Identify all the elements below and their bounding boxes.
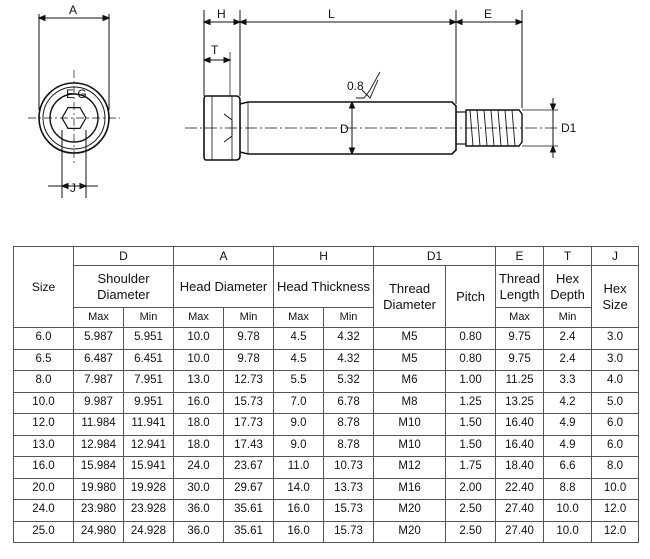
- header-J: J: [592, 247, 639, 266]
- table-cell: 18.40: [496, 457, 544, 479]
- table-cell: 11.984: [74, 414, 124, 436]
- header-max: Max: [274, 308, 324, 328]
- table-cell: 1.50: [446, 414, 496, 436]
- table-cell: 1.25: [446, 392, 496, 414]
- table-cell: 8.0: [592, 457, 639, 479]
- table-cell: 13.73: [324, 478, 374, 500]
- table-cell: 27.40: [496, 500, 544, 522]
- header-max: Max: [496, 308, 544, 328]
- table-cell: 35.61: [224, 521, 274, 543]
- table-cell: 13.0: [174, 371, 224, 393]
- table-cell: 6.0: [14, 328, 74, 350]
- table-cell: 8.78: [324, 414, 374, 436]
- table-cell: 16.0: [174, 392, 224, 414]
- table-cell: 9.78: [224, 328, 274, 350]
- table-row: [14, 500, 639, 522]
- table-cell: M20: [374, 500, 446, 522]
- table-cell: M10: [374, 435, 446, 457]
- table-cell: 9.75: [496, 328, 544, 350]
- header-min: Min: [544, 308, 592, 328]
- table-cell: 0.80: [446, 328, 496, 350]
- table-cell: 7.0: [274, 392, 324, 414]
- table-cell: 5.987: [74, 328, 124, 350]
- table-cell: 4.0: [592, 371, 639, 393]
- label-D1: D1: [561, 121, 577, 135]
- table-cell: 3.0: [592, 328, 639, 350]
- table-cell: 23.980: [74, 500, 124, 522]
- table-cell: 8.78: [324, 435, 374, 457]
- table-cell: 22.40: [496, 478, 544, 500]
- table-cell: 4.32: [324, 328, 374, 350]
- table-cell: 35.61: [224, 500, 274, 522]
- table-cell: 5.32: [324, 371, 374, 393]
- table-cell: 3.0: [592, 349, 639, 371]
- table-cell: 9.951: [124, 392, 174, 414]
- table-cell: 9.0: [274, 435, 324, 457]
- table-cell: 15.73: [324, 500, 374, 522]
- table-cell: 12.0: [592, 521, 639, 543]
- header-D: D: [74, 247, 174, 266]
- table-cell: 10.0: [14, 392, 74, 414]
- table-cell: 12.0: [14, 414, 74, 436]
- table-cell: 15.941: [124, 457, 174, 479]
- table-row: [14, 328, 639, 350]
- table-cell: 12.984: [74, 435, 124, 457]
- table-cell: M20: [374, 521, 446, 543]
- table-cell: 6.0: [592, 414, 639, 436]
- table-cell: 6.487: [74, 349, 124, 371]
- table-cell: 11.0: [274, 457, 324, 479]
- table-row: [14, 435, 639, 457]
- table-cell: M10: [374, 414, 446, 436]
- table-cell: 10.0: [174, 328, 224, 350]
- table-cell: 24.0: [174, 457, 224, 479]
- table-cell: 17.43: [224, 435, 274, 457]
- table-cell: 3.3: [544, 371, 592, 393]
- table-cell: 27.40: [496, 521, 544, 543]
- label-E-G: E G: [66, 87, 87, 101]
- table-cell: 25.0: [14, 521, 74, 543]
- table-cell: M5: [374, 349, 446, 371]
- table-cell: 20.0: [14, 478, 74, 500]
- table-cell: 4.2: [544, 392, 592, 414]
- label-L: L: [328, 7, 335, 21]
- table-cell: M6: [374, 371, 446, 393]
- table-row: [14, 478, 639, 500]
- header-shoulder-diameter: Shoulder Diameter: [74, 266, 174, 308]
- table-cell: 2.4: [544, 349, 592, 371]
- header-head-thickness: Head Thickness: [274, 266, 374, 308]
- header-min: Min: [324, 308, 374, 328]
- table-cell: 6.5: [14, 349, 74, 371]
- table-cell: 12.73: [224, 371, 274, 393]
- table-cell: 9.0: [274, 414, 324, 436]
- table-cell: 18.0: [174, 435, 224, 457]
- table-cell: 19.980: [74, 478, 124, 500]
- table-cell: 1.00: [446, 371, 496, 393]
- table-row: [14, 392, 639, 414]
- table-cell: 4.5: [274, 328, 324, 350]
- label-E: E: [484, 7, 493, 21]
- header-A: A: [174, 247, 274, 266]
- table-cell: 16.40: [496, 414, 544, 436]
- table-cell: 9.75: [496, 349, 544, 371]
- table-cell: 36.0: [174, 521, 224, 543]
- table-cell: 7.951: [124, 371, 174, 393]
- table-cell: 12.0: [592, 500, 639, 522]
- table-cell: 24.980: [74, 521, 124, 543]
- table-cell: 16.0: [274, 500, 324, 522]
- table-cell: 30.0: [174, 478, 224, 500]
- header-E: E: [496, 247, 544, 266]
- table-cell: 10.0: [592, 478, 639, 500]
- table-cell: 6.451: [124, 349, 174, 371]
- table-cell: 0.80: [446, 349, 496, 371]
- header-H: H: [274, 247, 374, 266]
- table-cell: 16.0: [274, 521, 324, 543]
- table-cell: 36.0: [174, 500, 224, 522]
- table-cell: 5.951: [124, 328, 174, 350]
- table-cell: 10.0: [174, 349, 224, 371]
- table-cell: 1.50: [446, 435, 496, 457]
- table-cell: 16.0: [14, 457, 74, 479]
- table-cell: 10.0: [544, 521, 592, 543]
- header-max: Max: [174, 308, 224, 328]
- table-cell: M12: [374, 457, 446, 479]
- table-cell: 6.6: [544, 457, 592, 479]
- table-cell: 9.78: [224, 349, 274, 371]
- table-row: [14, 457, 639, 479]
- table-cell: 15.984: [74, 457, 124, 479]
- table-cell: 10.73: [324, 457, 374, 479]
- side-view: [185, 10, 560, 160]
- table-cell: 4.5: [274, 349, 324, 371]
- label-J: J: [70, 181, 76, 195]
- table-cell: 24.0: [14, 500, 74, 522]
- table-cell: 2.50: [446, 500, 496, 522]
- table-cell: 12.941: [124, 435, 174, 457]
- label-D: D: [340, 122, 349, 136]
- table-cell: 7.987: [74, 371, 124, 393]
- table-row: [14, 371, 639, 393]
- table-row: [14, 521, 639, 543]
- table-cell: 16.40: [496, 435, 544, 457]
- table-cell: 15.73: [224, 392, 274, 414]
- table-cell: 2.4: [544, 328, 592, 350]
- table-cell: 6.0: [592, 435, 639, 457]
- table-cell: 11.25: [496, 371, 544, 393]
- table-cell: 13.0: [14, 435, 74, 457]
- table-row: [14, 349, 639, 371]
- label-T: T: [211, 43, 219, 57]
- header-size: Size: [14, 247, 74, 328]
- table-cell: 2.50: [446, 521, 496, 543]
- table-cell: 14.0: [274, 478, 324, 500]
- header-pitch: Pitch: [446, 266, 496, 328]
- label-A: A: [69, 3, 78, 17]
- header-max: Max: [74, 308, 124, 328]
- table-cell: 18.0: [174, 414, 224, 436]
- table-cell: 6.78: [324, 392, 374, 414]
- header-hex-depth: Hex Depth: [544, 266, 592, 308]
- table-cell: 15.73: [324, 521, 374, 543]
- header-min: Min: [224, 308, 274, 328]
- table-cell: 24.928: [124, 521, 174, 543]
- label-roughness: 0.8: [347, 79, 364, 93]
- header-head-diameter: Head Diameter: [174, 266, 274, 308]
- table-cell: M8: [374, 392, 446, 414]
- spec-table: [13, 246, 639, 543]
- header-min: Min: [124, 308, 174, 328]
- table-cell: 4.9: [544, 435, 592, 457]
- header-hex-size: Hex Size: [592, 266, 639, 328]
- table-cell: 2.00: [446, 478, 496, 500]
- table-cell: 1.75: [446, 457, 496, 479]
- table-cell: 29.67: [224, 478, 274, 500]
- table-cell: 19.928: [124, 478, 174, 500]
- table-cell: 4.9: [544, 414, 592, 436]
- table-cell: 9.987: [74, 392, 124, 414]
- table-cell: 10.0: [544, 500, 592, 522]
- table-cell: 23.67: [224, 457, 274, 479]
- table-cell: 5.5: [274, 371, 324, 393]
- header-T: T: [544, 247, 592, 266]
- table-cell: 8.8: [544, 478, 592, 500]
- table-cell: 23.928: [124, 500, 174, 522]
- header-thread-diameter: Thread Diameter: [374, 266, 446, 328]
- header-D1: D1: [374, 247, 496, 266]
- table-cell: M16: [374, 478, 446, 500]
- table-cell: 11.941: [124, 414, 174, 436]
- table-cell: 17.73: [224, 414, 274, 436]
- end-view: [28, 14, 120, 198]
- table-cell: 5.0: [592, 392, 639, 414]
- table-cell: 4.32: [324, 349, 374, 371]
- table-row: [14, 414, 639, 436]
- table-cell: M5: [374, 328, 446, 350]
- label-H: H: [217, 7, 226, 21]
- table-cell: 8.0: [14, 371, 74, 393]
- technical-drawing: [0, 0, 650, 236]
- header-thread-length: Thread Length: [496, 266, 544, 308]
- table-cell: 13.25: [496, 392, 544, 414]
